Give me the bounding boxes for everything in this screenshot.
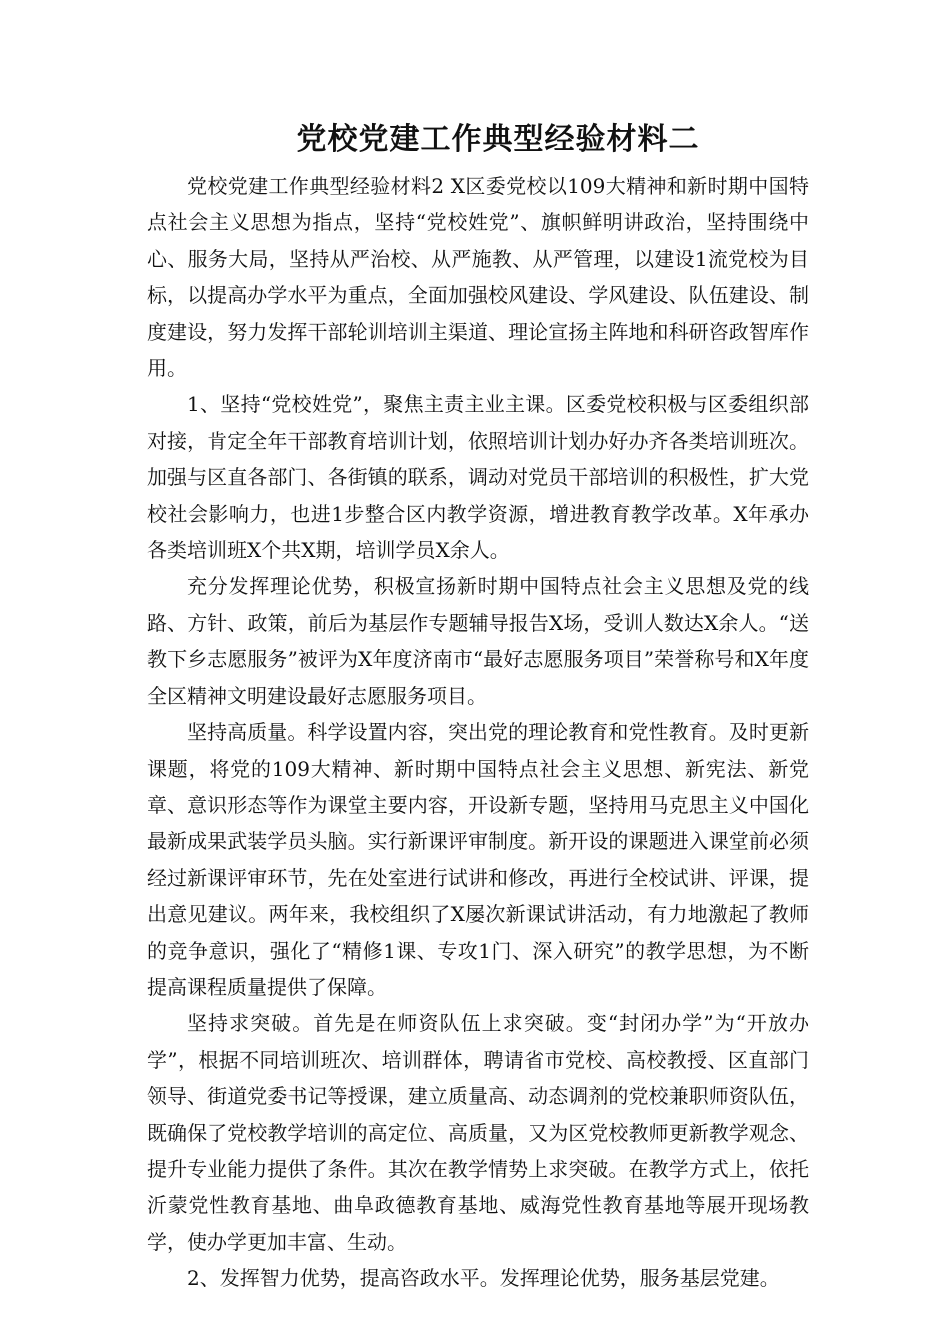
- paragraph-section-2: 2、发挥智力优势，提高咨政水平。发挥理论优势，服务基层党建。: [187, 1266, 780, 1291]
- paragraph-intro: 党校党建工作典型经验材料2 X区委党校以109大精神和新时期中国特点社会主义思想为指点，坚持“党校姓党”、旗帜鲜明讲政治，坚持围绕中心、服务大局，坚持从严治校、从严施教、从严管理，以建设1流党校为目标，以提高办学水平为重点，全面加强校风建设、学风建设、队伍建设、制度建设，努力发挥干部轮训培训主渠道、理论宣扬主阵地和科研咨政智库作用。: [147, 174, 809, 381]
- document-page: [147, 118, 809, 1297]
- paragraph-quality: 坚持高质量。科学设置内容，突出党的理论教育和党性教育。及时更新课题，将党的109大精神、新时期中国特点社会主义思想、新宪法、新党章、意识形态等作为课堂主要内容，开设新专题，坚持用马克思主义中国化最新成果武装学员头脑。实行新课评审制度。新开设的课题进入课堂前必须经过新课评审环节，先在处室进行试讲和修改，再进行全校试讲、评课，提出意见建议。两年来，我校组织了X屡次新课试讲活动，有力地激起了教师的竞争意识，强化了“精修1课、专攻1门、深入研究”的教学思想，为不断提高课程质量提供了保障。: [147, 720, 809, 999]
- paragraph-breakthrough: 坚持求突破。首先是在师资队伍上求突破。变“封闭办学”为“开放办学”，根据不同培训班次、培训群体，聘请省市党校、高校教授、区直部门领导、街道党委书记等授课，建立质量高、动态调剂的党校兼职师资队伍，既确保了党校教学培训的高定位、高质量，又为区党校教师更新教学观念、提升专业能力提供了条件。其次在教学情势上求突破。在教学方式上，依托沂蒙党性教育基地、曲阜政德教育基地、威海党性教育基地等展开现场教学，使办学更加丰富、生动。: [147, 1011, 809, 1254]
- paragraph-section-1: 1、坚持“党校姓党”，聚焦主责主业主课。区委党校积极与区委组织部对接，肯定全年干部教育培训计划，依照培训计划办好办齐各类培训班次。加强与区直各部门、各街镇的联系，调动对党员干部培训的积极性，扩大党校社会影响力，也进1步整合区内教学资源，增进教育教学改革。X年承办各类培训班X个共X期，培训学员X余人。: [147, 392, 809, 563]
- document-title: 党校党建工作典型经验材料二: [296, 122, 700, 157]
- paragraph-theory: 充分发挥理论优势，积极宣扬新时期中国特点社会主义思想及党的线路、方针、政策，前后为基层作专题辅导报告X场，受训人数达X余人。“送教下乡志愿服务”被评为X年度济南市“最好志愿服务项目”荣誉称号和X年度全区精神文明建设最好志愿服务项目。: [147, 574, 809, 708]
